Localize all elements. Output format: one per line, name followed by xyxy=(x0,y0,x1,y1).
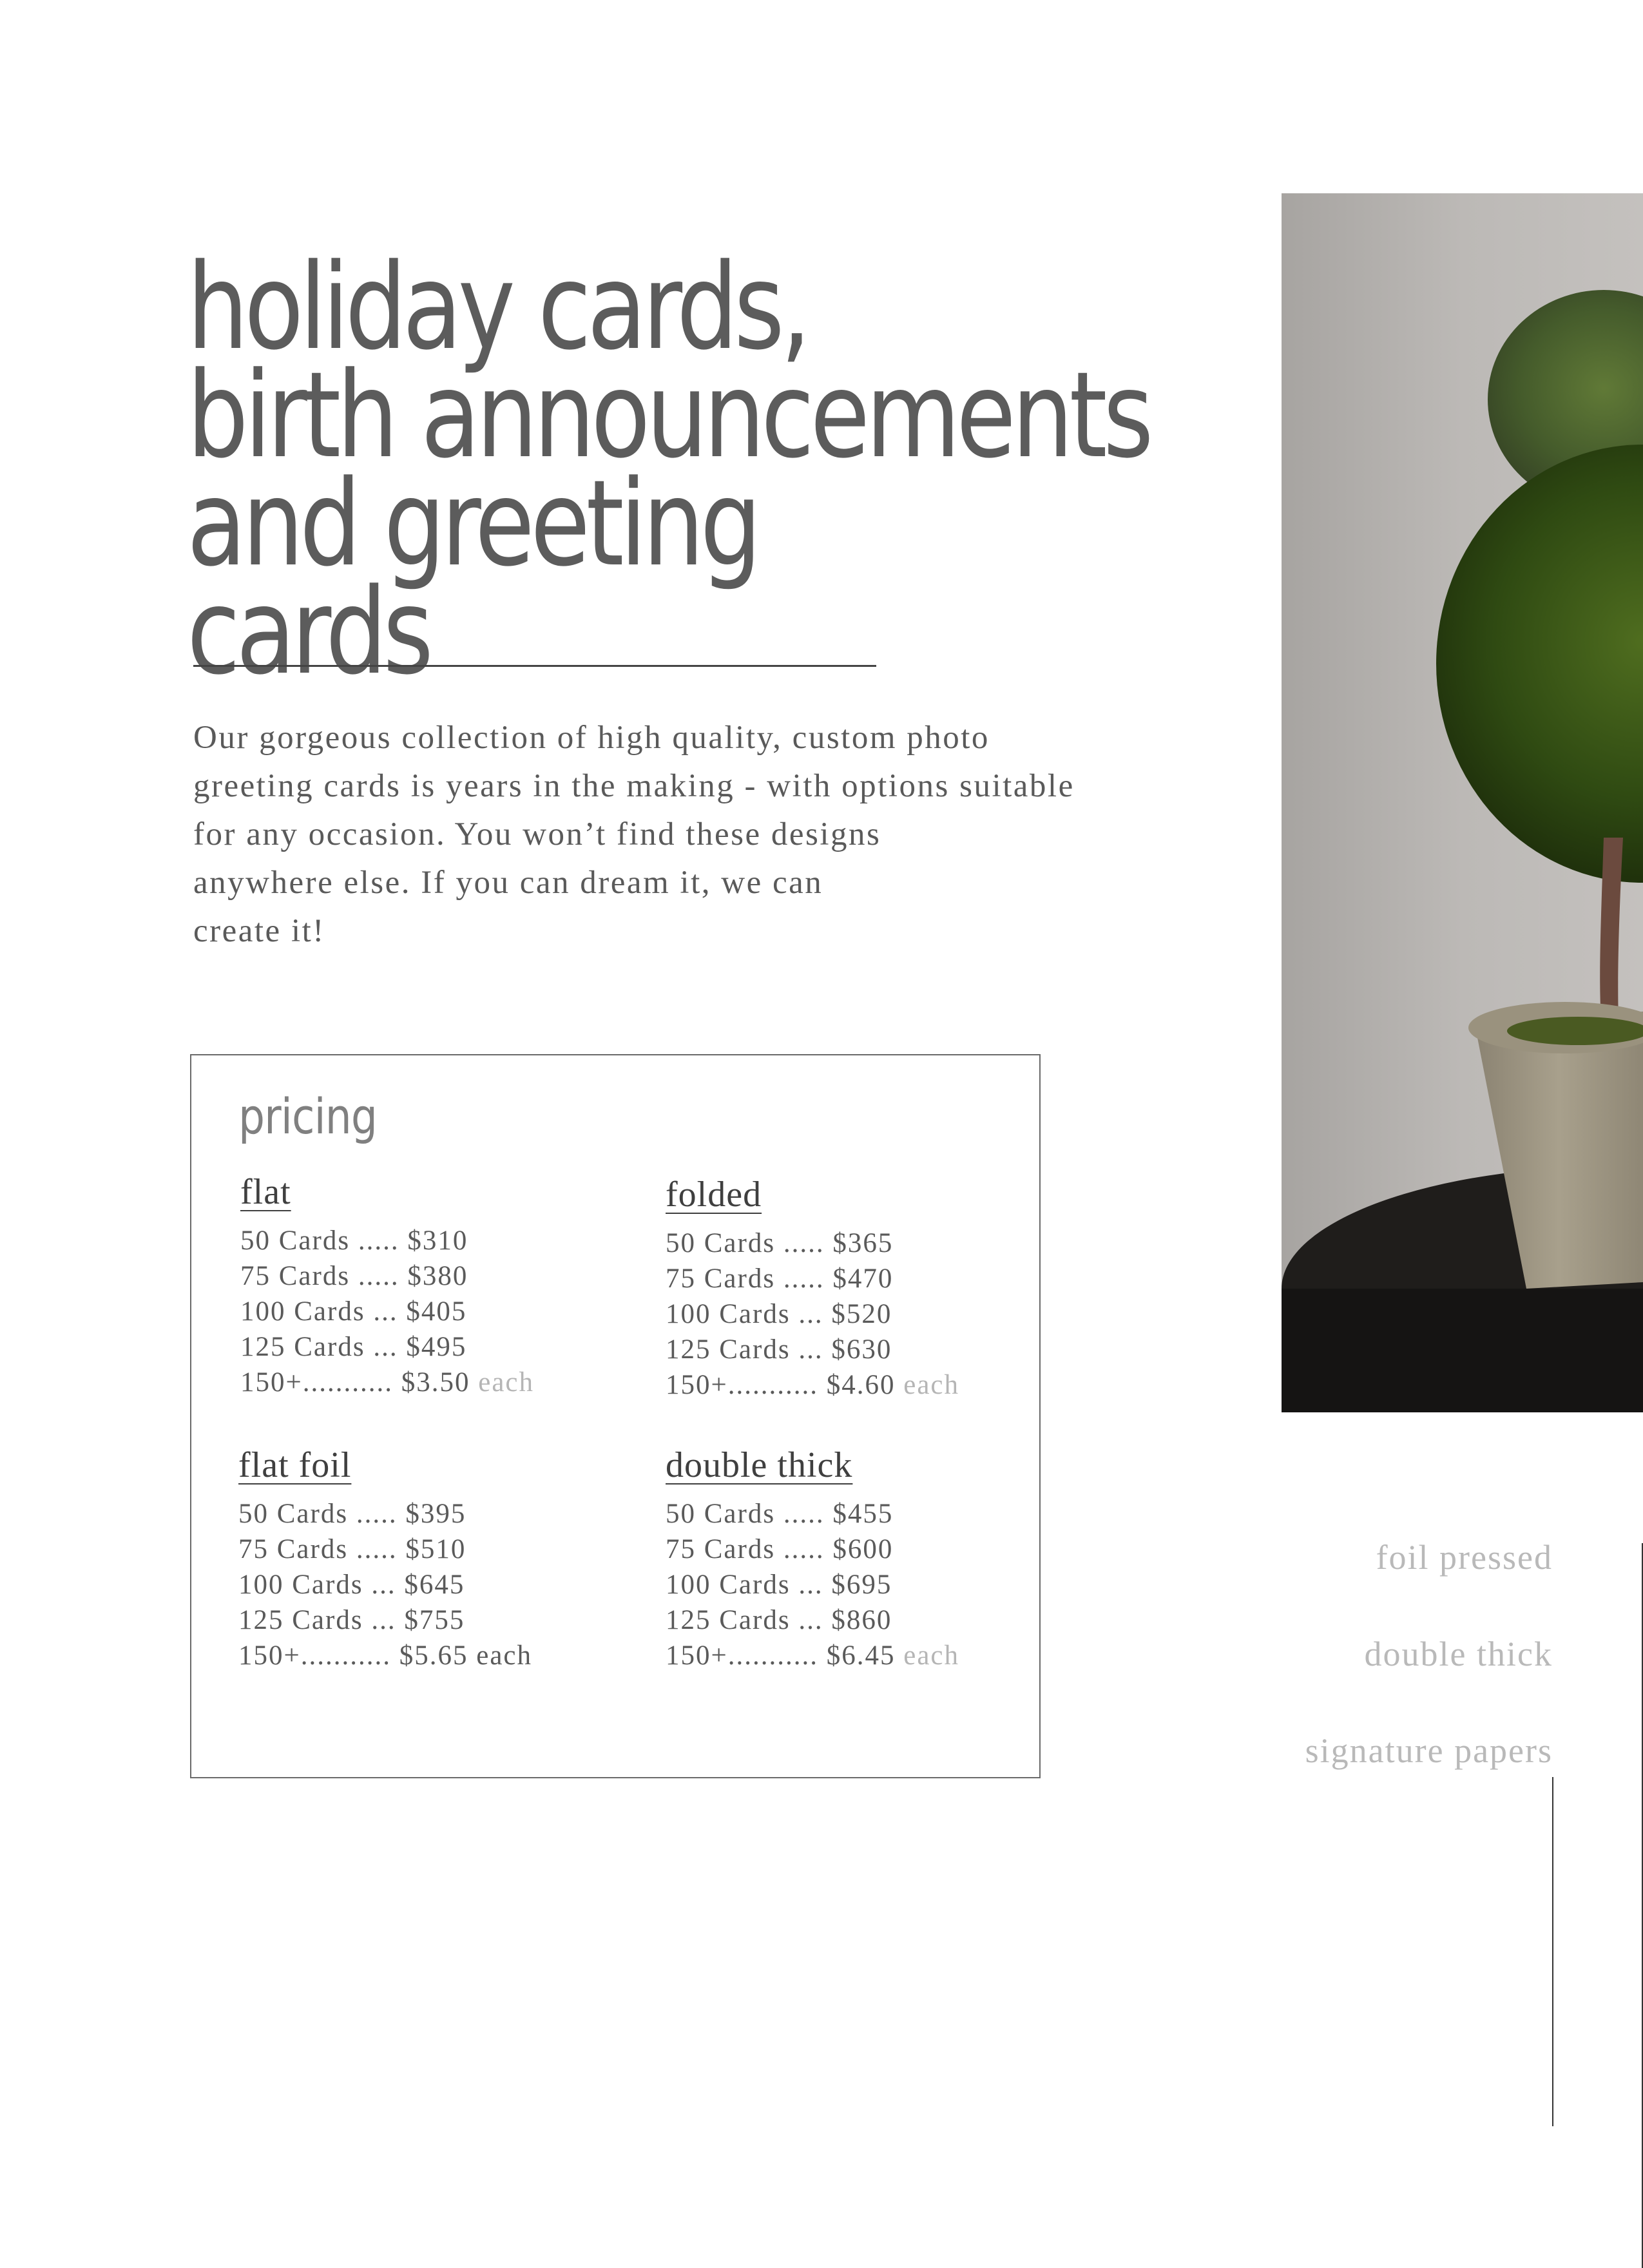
price-row xyxy=(666,1367,1052,1403)
side-label-double-thick: double thick xyxy=(1364,1635,1553,1673)
price-text: 150+........... $3.50 xyxy=(240,1367,470,1398)
side-label-signature-papers: signature papers xyxy=(1305,1731,1553,1770)
price-row xyxy=(666,1496,1052,1532)
price-suffix: each xyxy=(476,1640,533,1671)
price-row xyxy=(240,1258,627,1294)
pricing-group-double-thick xyxy=(666,1445,1052,1673)
headline xyxy=(187,238,1150,702)
pricing-group-title: flat xyxy=(240,1172,291,1212)
headline-line: cards xyxy=(187,563,430,702)
price-row xyxy=(238,1496,625,1532)
intro-line: Our gorgeous collection of high quality, custom photo xyxy=(193,720,990,756)
price-row xyxy=(666,1602,1052,1638)
price-row xyxy=(238,1638,625,1673)
price-text: 50 Cards ..... $395 xyxy=(238,1499,466,1529)
price-text: 50 Cards ..... $310 xyxy=(240,1225,468,1256)
price-row xyxy=(666,1225,1052,1261)
topiary-photo xyxy=(1282,193,1643,1412)
pricing-group-flat xyxy=(240,1171,627,1400)
price-text: 100 Cards ... $695 xyxy=(666,1570,892,1600)
price-text: 150+........... $4.60 xyxy=(666,1370,896,1400)
price-row xyxy=(240,1223,627,1258)
intro-paragraph xyxy=(193,714,1147,956)
pricing-group-folded xyxy=(666,1174,1052,1403)
price-row xyxy=(240,1294,627,1329)
headline-line: birth announcements xyxy=(187,347,1150,485)
price-row xyxy=(666,1296,1052,1332)
intro-line: create it! xyxy=(193,913,325,949)
price-text: 50 Cards ..... $455 xyxy=(666,1499,894,1529)
headline-line: holiday cards, xyxy=(187,238,807,377)
vertical-rule xyxy=(1552,1777,1553,2126)
topiary-illustration xyxy=(1282,193,1643,1412)
price-text: 50 Cards ..... $365 xyxy=(666,1228,894,1258)
price-text: 75 Cards ..... $600 xyxy=(666,1534,894,1564)
price-row xyxy=(238,1532,625,1567)
price-row xyxy=(666,1261,1052,1296)
price-suffix: each xyxy=(903,1640,960,1671)
price-row xyxy=(666,1567,1052,1602)
headline-divider xyxy=(193,665,876,667)
price-row xyxy=(238,1602,625,1638)
headline-line: and greeting xyxy=(187,455,758,593)
price-row xyxy=(240,1365,627,1400)
price-text: 100 Cards ... $520 xyxy=(666,1299,892,1329)
pot-moss xyxy=(1507,1017,1643,1045)
price-suffix: each xyxy=(903,1370,960,1400)
intro-line: for any occasion. You won’t find these designs xyxy=(193,816,881,852)
price-text: 100 Cards ... $645 xyxy=(238,1570,465,1600)
price-text: 75 Cards ..... $380 xyxy=(240,1261,468,1291)
pricing-group-title: double thick xyxy=(666,1445,853,1485)
pricing-group-flat-foil xyxy=(238,1445,625,1673)
price-text: 125 Cards ... $495 xyxy=(240,1332,467,1362)
price-text: 75 Cards ..... $510 xyxy=(238,1534,466,1564)
price-text: 125 Cards ... $860 xyxy=(666,1605,892,1635)
price-row xyxy=(666,1638,1052,1673)
side-label-foil-pressed: foil pressed xyxy=(1376,1538,1553,1577)
price-row xyxy=(238,1567,625,1602)
pricing-group-title: flat foil xyxy=(238,1445,352,1485)
intro-line: greeting cards is years in the making - with options suitable xyxy=(193,768,1075,804)
price-suffix: each xyxy=(478,1367,535,1398)
price-text: 125 Cards ... $755 xyxy=(238,1605,465,1635)
price-row xyxy=(240,1329,627,1365)
price-row xyxy=(666,1332,1052,1367)
price-text: 125 Cards ... $630 xyxy=(666,1334,892,1365)
table-base xyxy=(1282,1289,1643,1412)
price-text: 150+........... $5.65 xyxy=(238,1640,468,1671)
price-text: 75 Cards ..... $470 xyxy=(666,1264,894,1294)
price-text: 150+........... $6.45 xyxy=(666,1640,896,1671)
pricing-title: pricing xyxy=(238,1088,377,1145)
price-row xyxy=(666,1532,1052,1567)
pricing-group-title: folded xyxy=(666,1175,762,1215)
intro-line: anywhere else. If you can dream it, we can xyxy=(193,865,823,901)
price-text: 100 Cards ... $405 xyxy=(240,1296,467,1327)
